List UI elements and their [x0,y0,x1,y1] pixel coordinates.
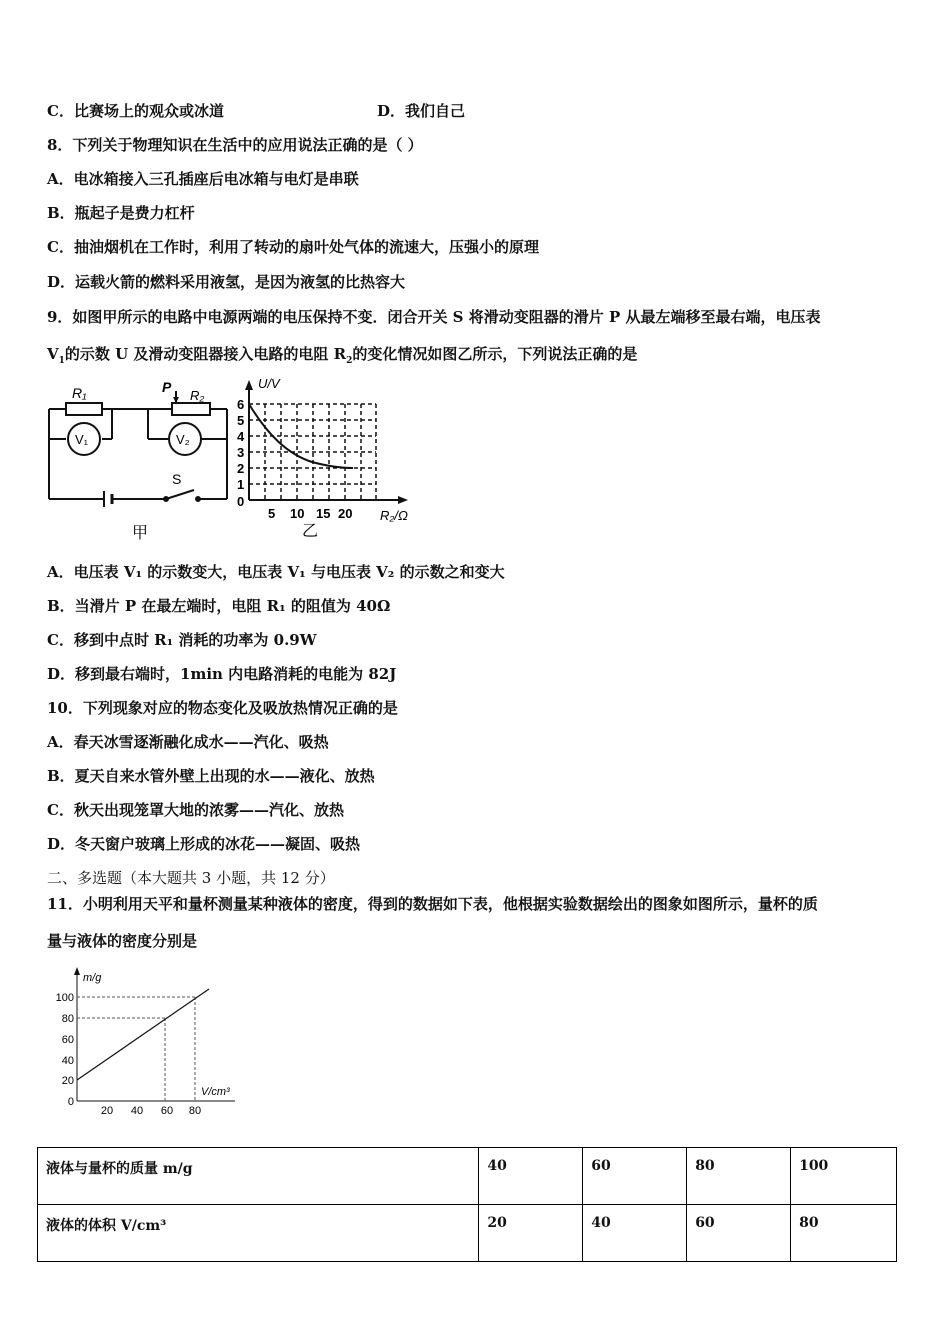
figure-caption-yi: 乙 [302,523,319,540]
table-cell: 80 [687,1148,791,1205]
q7-option-d: D．我们自己 [377,102,466,120]
q9-stem-line1: 9．如图甲所示的电路中电源两端的电压保持不变．闭合开关 S 将滑动变阻器的滑片 P 从最左端移至最右端，电压表 [47,308,821,326]
y-tick: 80 [61,1013,74,1025]
label-p: P [162,379,172,395]
q8-option-b: B．瓶起子是费力杠杆 [47,204,195,222]
y-tick: 4 [237,429,245,444]
rheostat-r2 [172,403,210,415]
graph-x-label: V/cm³ [201,1086,230,1098]
table-cell: 40 [583,1205,687,1262]
x-tick: 20 [338,506,353,521]
table-cell: 60 [583,1148,687,1205]
graph-guide-lines [77,997,195,1101]
table-cell: 40 [479,1148,583,1205]
x-tick: 40 [130,1105,144,1117]
row-label: 液体与量杯的质量 m/g [38,1148,479,1205]
q8-option-a: A．电冰箱接入三孔插座后电冰箱与电灯是串联 [47,170,359,188]
q8-stem: 8．下列关于物理知识在生活中的应用说法正确的是（ ） [47,136,423,154]
y-tick: 0 [237,494,245,509]
y-tick: 1 [237,477,245,492]
y-tick: 20 [61,1075,74,1087]
q9-option-d: D．移到最右端时，1min 内电路消耗的电能为 82J [47,665,397,683]
data-table [37,1147,897,1262]
q9-option-c: C．移到中点时 R₁ 消耗的功率为 0.9W [47,631,317,649]
label-v1: V₁ [75,432,89,447]
row-label: 液体的体积 V/cm³ [38,1205,479,1262]
y-tick: 5 [237,413,245,428]
x-tick: 80 [188,1105,202,1117]
m-v-line [77,989,209,1080]
graph-x-label: R₂/Ω [380,508,408,523]
table-cell: 60 [687,1205,791,1262]
table-row [38,1148,897,1205]
y-tick: 0 [67,1096,74,1108]
table-cell: 100 [791,1148,897,1205]
q11-stem-line1: 11．小明利用天平和量杯测量某种液体的密度，得到的数据如下表，他根据实验数据绘出的图象如图所示，量杯的质 [47,895,818,913]
circuit-diagram [44,378,234,548]
graph-y-label: m/g [83,972,102,984]
section-heading: 二、多选题（本大题共 3 小题，共 12 分） [47,869,335,887]
q7-option-c: C．比赛场上的观众或冰道 [47,102,224,120]
label-switch-s: S [172,471,182,487]
u-r-graph [232,376,422,544]
x-tick: 5 [268,506,276,521]
table-cell: 20 [479,1205,583,1262]
q9-option-a: A．电压表 V₁ 的示数变大，电压表 V₁ 与电压表 V₂ 的示数之和变大 [47,563,505,581]
q10-option-d: D．冬天窗户玻璃上形成的冰花——凝固、吸热 [47,835,361,853]
q10-option-a: A．春天冰雪逐渐融化成水——汽化、吸热 [47,733,329,751]
table-cell: 80 [791,1205,897,1262]
table-row [38,1205,897,1262]
label-r1: R₁ [72,385,87,401]
x-tick: 20 [100,1105,114,1117]
x-tick: 10 [290,506,305,521]
y-tick: 60 [61,1034,74,1046]
q11-stem-line2: 量与液体的密度分别是 [47,932,198,950]
graph-y-label: U/V [258,376,280,391]
y-tick: 2 [237,461,245,476]
q8-option-d: D．运载火箭的燃料采用液氢，是因为液氢的比热容大 [47,273,406,291]
q10-option-b: B．夏天自来水管外壁上出现的水——液化、放热 [47,767,375,785]
q10-option-c: C．秋天出现笼罩大地的浓雾——汽化、放热 [47,801,344,819]
q10-stem: 10．下列现象对应的物态变化及吸放热情况正确的是 [47,699,398,717]
y-tick: 6 [237,397,245,412]
q9-stem-line2: $V_1$的示数 U 及滑动变阻器接入电路的电阻 $R_2$的变化情况如图乙所示，下列说法正确的是 [47,345,638,366]
resistor-r1 [66,403,102,415]
graph-grid [249,404,376,500]
label-r2: R₂ [190,388,205,403]
figure-caption-jia: 甲 [132,525,149,542]
m-v-graph [45,965,245,1120]
x-tick: 15 [316,506,331,521]
y-tick: 100 [55,992,74,1004]
y-tick: 3 [237,445,245,460]
x-tick: 60 [160,1105,174,1117]
q9-option-b: B．当滑片 P 在最左端时，电阻 R₁ 的阻值为 40Ω [47,597,391,615]
q8-option-c: C．抽油烟机在工作时，利用了转动的扇叶处气体的流速大，压强小的原理 [47,238,539,256]
y-tick: 40 [61,1055,74,1067]
label-v2: V₂ [176,432,190,447]
